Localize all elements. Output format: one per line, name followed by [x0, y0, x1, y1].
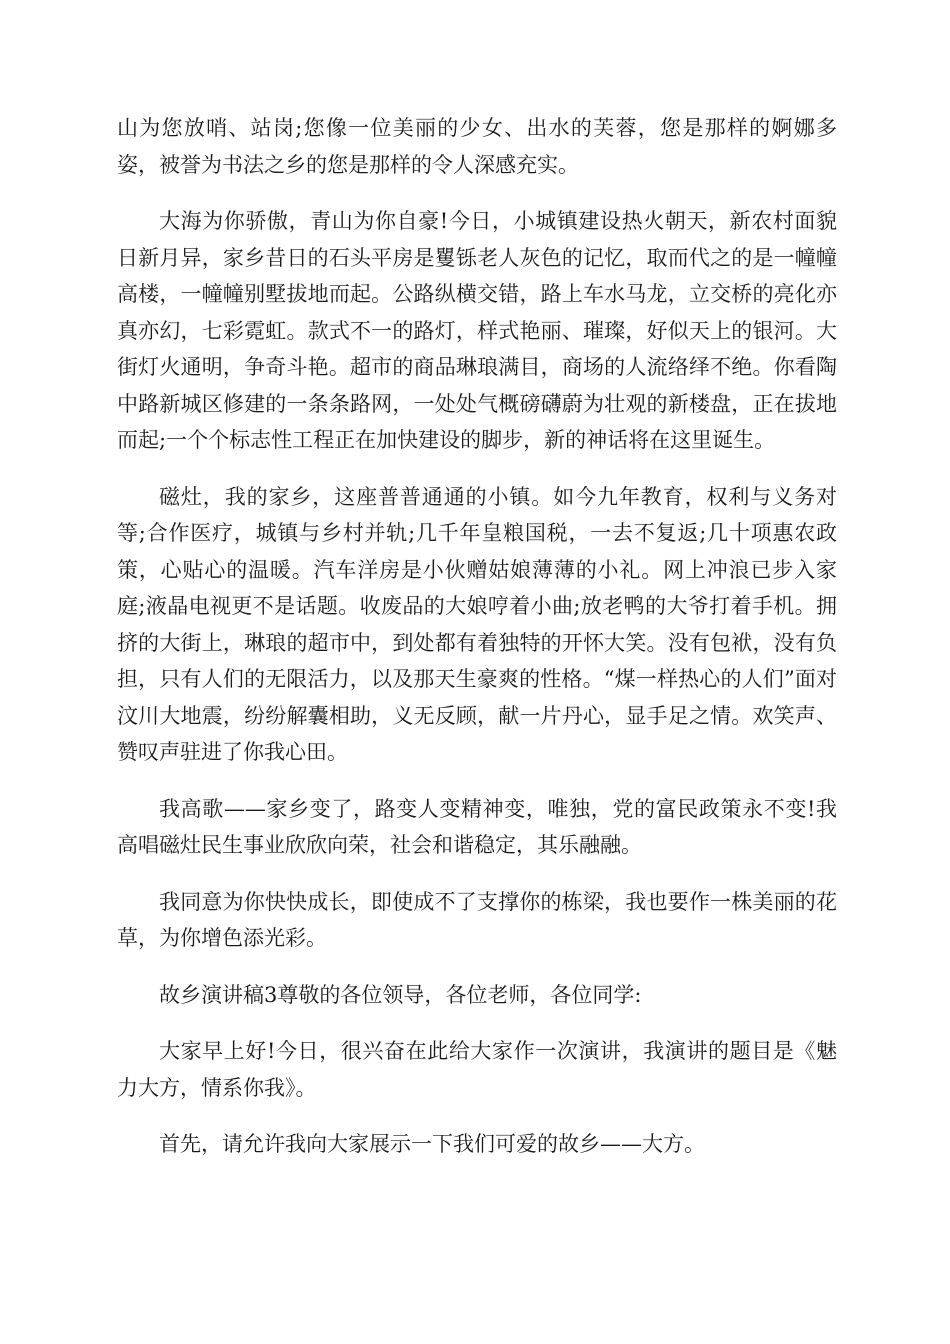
document-body — [117, 110, 837, 1183]
paragraph-1: 山为您放哨、站岗;您像一位美丽的少女、出水的芙蓉，您是那样的婀娜多姿，被誉为书法之乡的您是那样的令人深感充实。 — [117, 116, 837, 177]
paragraph-5: 我同意为你快快成长，即使成不了支撑你的栋梁，我也要作一株美丽的花草，为你增色添光彩。 — [117, 889, 837, 950]
paragraph-2: 大海为你骄傲，青山为你自豪!今日，小城镇建设热火朝天，新农村面貌日新月异，家乡昔日的石头平房是矍铄老人灰色的记忆，取而代之的是一幢幢高楼，一幢幢别墅拔地而起。公路纵横交错，路上车水马龙，立交桥的亮化亦真亦幻，七彩霓虹。款式不一的路灯，样式艳丽、璀璨，好似天上的银河。大街灯火通明，争奇斗艳。超市的商品琳琅满目，商场的人流络绎不绝。你看陶中路新城区修建的一条条路网，一处处气概磅礴蔚为壮观的新楼盘，正在拔地而起;一个个标志性工程正在加快建设的脚步，新的神话将在这里诞生。 — [117, 209, 837, 452]
paragraph-6: 故乡演讲稿3尊敬的各位领导，各位老师，各位同学: — [159, 982, 642, 1007]
paragraph-3: 磁灶，我的家乡，这座普普通通的小镇。如今九年教育，权利与义务对等;合作医疗，城镇与乡村并轨;几千年皇粮国税，一去不复返;几十项惠农政策，心贴心的温暖。汽车洋房是小伙赠姑娘薄薄的小礼。网上冲浪已步入家庭;液晶电视更不是话题。收废品的大娘哼着小曲;放老鸭的大爷打着手机。拥挤的大街上，琳琅的超市中，到处都有着独特的开怀大笑。没有包袱，没有负担，只有人们的无限活力，以及那天生豪爽的性格。“煤一样热心的人们”面对汶川大地震，纷纷解囊相助，义无反顾，献一片丹心，显手足之情。欢笑声、赞叹声驻进了你我心田。 — [117, 484, 837, 764]
paragraph-8: 首先，请允许我向大家展示一下我们可爱的故乡——大方。 — [159, 1132, 705, 1156]
paragraph-4: 我高歌——家乡变了，路变人变精神变，唯独，党的富民政策永不变!我高唱磁灶民生事业欣欣向荣，社会和谐稳定，其乐融融。 — [117, 796, 837, 857]
paragraph-7: 大家早上好!今日，很兴奋在此给大家作一次演讲，我演讲的题目是《魅力大方，情系你我》。 — [117, 1039, 837, 1100]
